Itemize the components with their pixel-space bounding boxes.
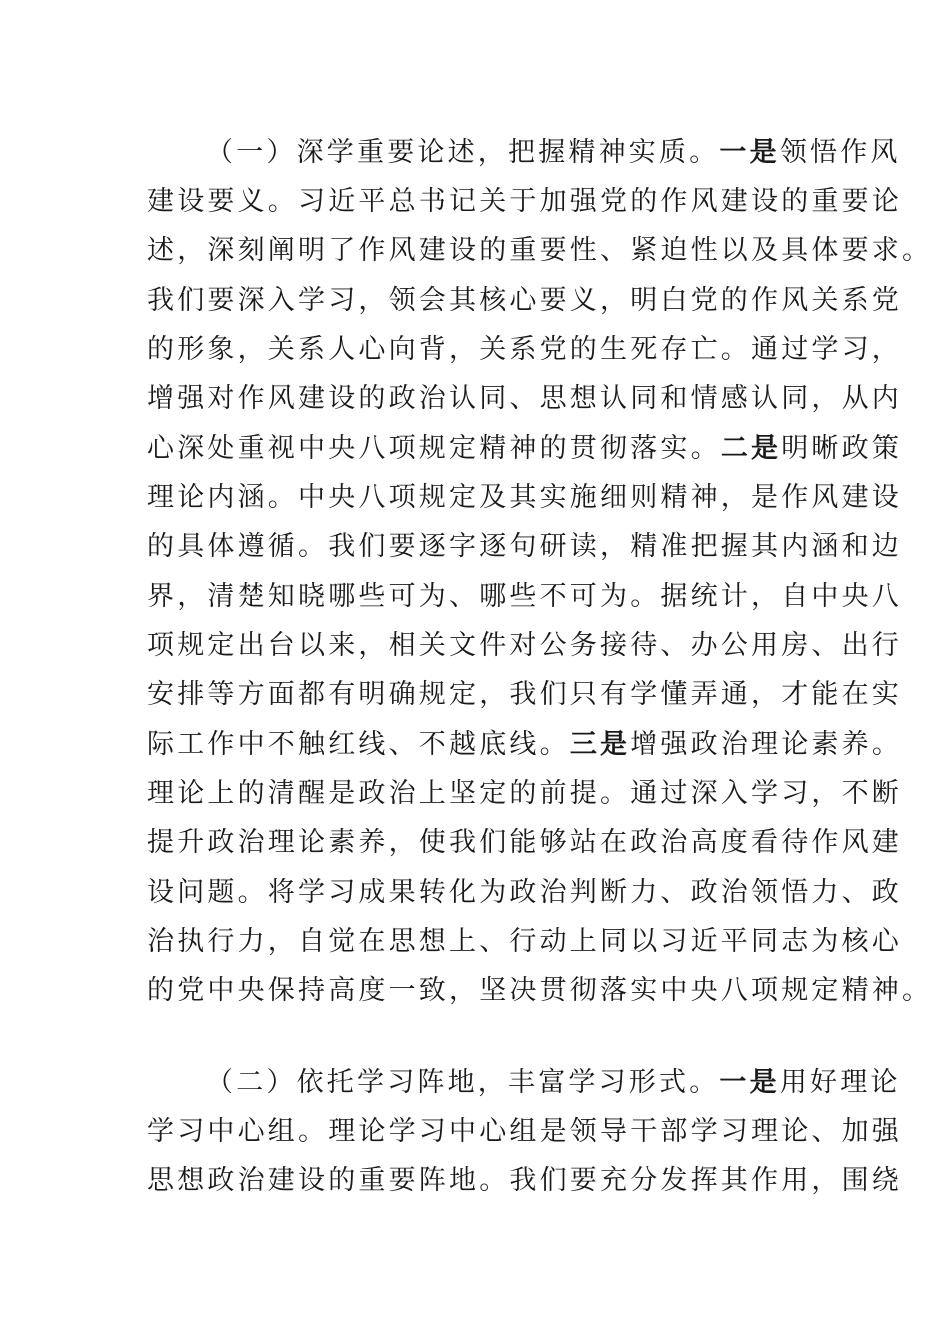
bold-marker: 一是 (719, 1067, 780, 1098)
text-line: 界，清楚知晓哪些可为、哪些不可为。据统计，自中央八 (147, 581, 902, 612)
text-line: 安排等方面都有明确规定，我们只有学懂弄通，才能在实 (147, 679, 902, 710)
text-line: 的党中央保持高度一致，坚决贯彻落实中央八项规定精神。 (147, 975, 933, 1006)
text-line: 建设要义。习近平总书记关于加强党的作风建设的重要论 (147, 186, 902, 217)
text-line: 述，深刻阐明了作风建设的重要性、紧迫性以及具体要求。 (147, 235, 933, 266)
bold-marker: 二是 (720, 433, 782, 464)
text-line: 的具体遵循。我们要逐字逐句研读，精准把握其内涵和边 (147, 531, 902, 562)
text-line: 提升政治理论素养，使我们能够站在政治高度看待作风建 (147, 827, 902, 858)
bold-marker: 一是 (719, 137, 780, 168)
bold-marker: 三是 (569, 729, 631, 760)
text-line: 思想政治建设的重要阵地。我们要充分发挥其作用，围绕 (147, 1165, 902, 1196)
text-line: 治执行力，自觉在思想上、行动上同以习近平同志为核心 (147, 926, 902, 957)
text-line: 理论上的清醒是政治上坚定的前提。通过深入学习，不断 (147, 778, 902, 809)
text-line: 我们要深入学习，领会其核心要义，明白党的作风关系党 (147, 285, 902, 316)
text-line: （一）深学重要论述，把握精神实质。一是领悟作风 (206, 137, 901, 168)
text-line: 设问题。将学习成果转化为政治判断力、政治领悟力、政 (147, 877, 902, 908)
text-line: 际工作中不触红线、不越底线。三是增强政治理论素养。 (147, 729, 903, 760)
text-line: 理论内涵。中央八项规定及其实施细则精神，是作风建设 (147, 482, 902, 513)
text-line: （二）依托学习阵地，丰富学习形式。一是用好理论 (206, 1067, 901, 1098)
text-line: 学习中心组。理论学习中心组是领导干部学习理论、加强 (147, 1116, 902, 1147)
text-line: 项规定出台以来，相关文件对公务接待、办公用房、出行 (147, 630, 902, 661)
text-line: 增强对作风建设的政治认同、思想认同和情感认同，从内 (147, 383, 902, 414)
text-line: 的形象，关系人心向背，关系党的生死存亡。通过学习， (147, 334, 902, 365)
text-line: 心深处重视中央八项规定精神的贯彻落实。二是明晰政策 (147, 433, 903, 464)
